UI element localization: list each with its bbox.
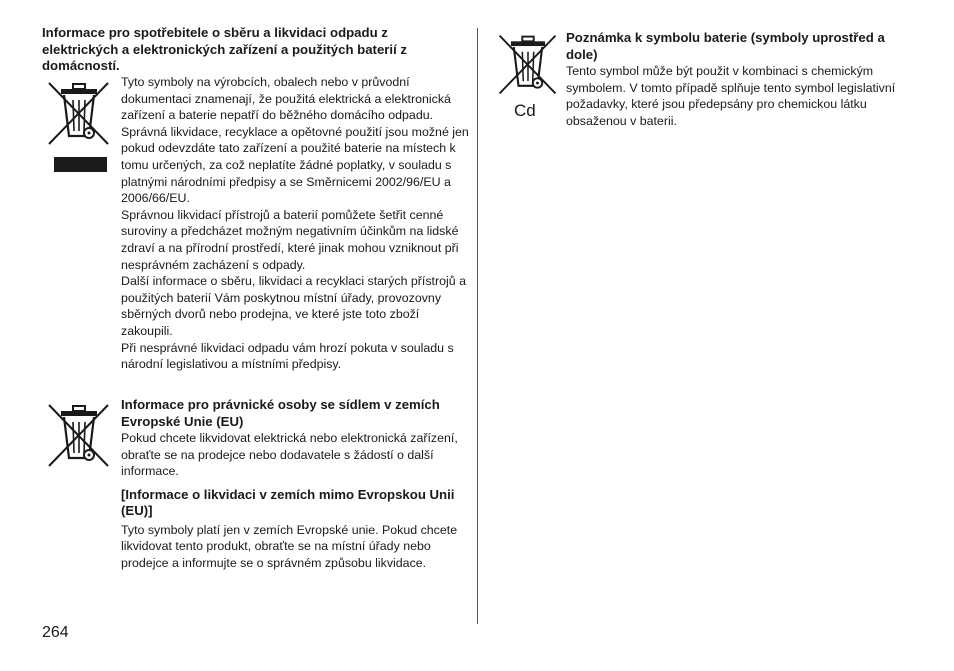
crossed-out-wheelie-bin-icon	[40, 398, 118, 474]
chemical-symbol: Cd	[514, 101, 536, 120]
page-number: 264	[42, 624, 69, 641]
business-info-block	[121, 397, 469, 572]
consumer-info-block	[121, 74, 469, 373]
battery-note-block	[566, 30, 918, 129]
black-bar-marker	[54, 157, 107, 172]
business-heading: Informace pro právnické osoby se sídlem v zemích Evropské Unie (EU)	[121, 397, 440, 429]
section-title: Informace pro spotřebitele o sběru a likvidaci odpadu z elektrických a elektronických zařízení a použitých baterií z domácností.	[42, 25, 408, 73]
crossed-out-wheelie-bin-icon	[40, 76, 118, 152]
consumer-paragraph-1: Tyto symboly na výrobcích, obalech nebo v průvodní dokumentaci znamenají, že použitá elektrická a elektronická zařízení a baterie nepatří do běžného domácího odpadu.	[121, 75, 451, 123]
consumer-paragraph-5: Při nesprávné likvidaci odpadu vám hrozí pokuta v souladu s národní legislativou a místními předpisy.	[121, 340, 454, 372]
consumer-paragraph-2: Správná likvidace, recyklace a opětovné použití jsou možné jen pokud odevzdáte tato zařízení a použité baterie na místech k tomu určených, za což neplatíte žádné poplatky, v souladu s platnými národními předpisy a se Směrnicemi 2002/96/EU a 2006/66/EU.	[121, 124, 469, 206]
battery-note-text: Tento symbol může být použit v kombinaci s chemickým symbolem. V tomto případě splňuje tento symbol legislativní požadavky, které jsou předepsány pro chemickou látku obsaženou v baterii.	[566, 64, 896, 128]
crossed-out-wheelie-bin-icon	[491, 29, 565, 101]
battery-note-heading: Poznámka k symbolu baterie (symboly uprostřed a dole)	[566, 30, 885, 62]
non-eu-heading: [Informace o likvidaci v zemích mimo Evropskou Unii (EU)]	[121, 486, 455, 519]
consumer-paragraph-4: Další informace o sběru, likvidaci a recyklaci starých přístrojů a použitých baterií Vám poskytnou místní úřady, provozovny sběrných dvorů nebo prodejna, ve které jste toto zboží zakoupili.	[121, 274, 466, 338]
business-text: Pokud chcete likvidovat elektrická nebo elektronická zařízení, obraťte se na prodejce nebo dodavatele s žádostí o další informace.	[121, 431, 458, 479]
column-divider	[477, 28, 478, 624]
consumer-paragraph-3: Správnou likvidací přístrojů a baterií pomůžete šetřit cenné suroviny a předcházet možným negativním účinkům na lidské zdraví a na přírodní prostředí, které jinak mohou vzniknout při nesprávném zacházení s odpady.	[121, 207, 459, 272]
non-eu-text: Tyto symboly platí jen v zemích Evropské unie. Pokud chcete likvidovat tento produkt, obraťte se na místní úřady nebo prodejce a informujte se o správném způsobu likvidace.	[121, 522, 458, 570]
